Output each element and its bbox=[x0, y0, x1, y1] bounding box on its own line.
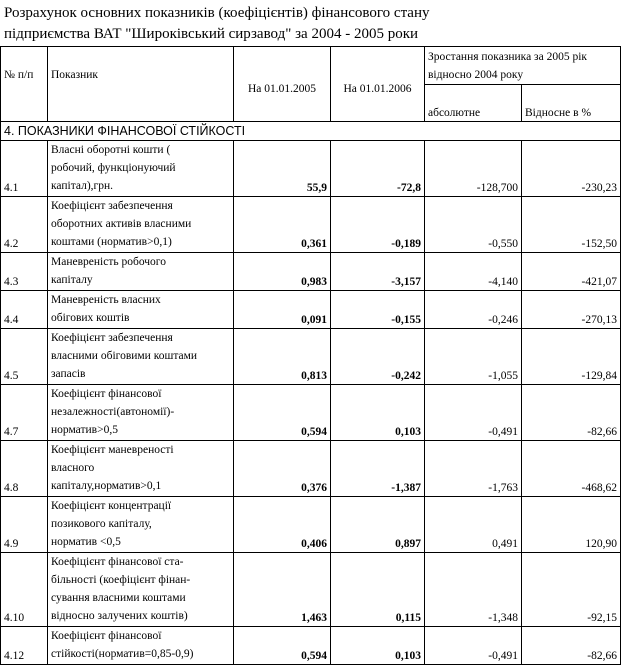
header-date-2006: На 01.01.2006 bbox=[331, 47, 425, 122]
indicator-name-line: Коефіцієнт забезпечення bbox=[51, 332, 173, 344]
indicator-name bbox=[48, 627, 234, 665]
document-title bbox=[4, 3, 618, 45]
value-2006: -1,387 bbox=[331, 441, 425, 497]
indicator-name-line: капіталу bbox=[51, 274, 93, 286]
relative-change: -152,50 bbox=[522, 197, 621, 253]
header-indicator: Показник bbox=[48, 47, 234, 122]
indicator-name bbox=[48, 141, 234, 197]
absolute-change: -0,491 bbox=[425, 627, 522, 665]
indicator-name-line: капіталу,норматив>0,1 bbox=[51, 480, 162, 492]
indicator-name-line: обігових коштів bbox=[51, 312, 130, 324]
title-line-1: Розрахунок основних показників (коефіцієнтів) фінансового стану bbox=[4, 5, 430, 21]
row-number: 4.10 bbox=[1, 553, 48, 627]
indicator-name-line: Коефіцієнт фінансової bbox=[51, 388, 162, 400]
row-number: 4.7 bbox=[1, 385, 48, 441]
row-number: 4.9 bbox=[1, 497, 48, 553]
indicator-name-line: стійкості(норматив=0,85-0,9) bbox=[51, 648, 194, 660]
value-2005: 0,983 bbox=[234, 253, 331, 291]
indicator-name bbox=[48, 291, 234, 329]
value-2005: 0,376 bbox=[234, 441, 331, 497]
relative-change: -230,23 bbox=[522, 141, 621, 197]
relative-change: -421,07 bbox=[522, 253, 621, 291]
relative-change: -129,84 bbox=[522, 329, 621, 385]
value-2006: -3,157 bbox=[331, 253, 425, 291]
value-2006: -72,8 bbox=[331, 141, 425, 197]
value-2005: 0,813 bbox=[234, 329, 331, 385]
relative-change: -468,62 bbox=[522, 441, 621, 497]
absolute-change: -4,140 bbox=[425, 253, 522, 291]
header-relative: Відносне в % bbox=[522, 85, 621, 122]
indicator-name-line: Коефіцієнт фінансової ста- bbox=[51, 556, 184, 568]
absolute-change: -0,246 bbox=[425, 291, 522, 329]
indicator-name bbox=[48, 329, 234, 385]
value-2005: 55,9 bbox=[234, 141, 331, 197]
section-title: 4. ПОКАЗНИКИ ФІНАНСОВОЇ СТІЙКОСТІ bbox=[1, 122, 621, 141]
indicator-name-line: Коефіцієнт фінансової bbox=[51, 630, 162, 642]
indicator-name-line: Коефіцієнт концентрації bbox=[51, 500, 172, 512]
indicator-name-line: оборотних активів власними bbox=[51, 218, 192, 230]
relative-change: -82,66 bbox=[522, 385, 621, 441]
indicator-name-line: незалежності(автономії)- bbox=[51, 406, 175, 418]
row-number: 4.12 bbox=[1, 627, 48, 665]
indicator-name-line: Коефіцієнт маневреності bbox=[51, 444, 174, 456]
indicator-name-line: норматив>0,5 bbox=[51, 424, 118, 436]
table-row bbox=[1, 291, 621, 329]
row-number: 4.8 bbox=[1, 441, 48, 497]
value-2006: 0,897 bbox=[331, 497, 425, 553]
indicator-name bbox=[48, 497, 234, 553]
indicator-name bbox=[48, 385, 234, 441]
header-absolute: абсолютне bbox=[425, 85, 522, 122]
value-2006: 0,115 bbox=[331, 553, 425, 627]
relative-change: -270,13 bbox=[522, 291, 621, 329]
indicator-name bbox=[48, 553, 234, 627]
title-line-2: підприємства ВАТ "Широківський сирзавод" за 2004 - 2005 роки bbox=[4, 26, 419, 42]
indicator-name-line: сування власними коштами bbox=[51, 592, 186, 604]
header-num: № п/п bbox=[1, 47, 48, 122]
indicator-name-line: відносно залучених коштів) bbox=[51, 610, 188, 622]
table-row bbox=[1, 141, 621, 197]
indicator-name-line: коштами (норматив>0,1) bbox=[51, 236, 172, 248]
row-number: 4.1 bbox=[1, 141, 48, 197]
absolute-change: -0,550 bbox=[425, 197, 522, 253]
value-2006: -0,242 bbox=[331, 329, 425, 385]
indicators-table bbox=[0, 46, 621, 665]
absolute-change: -1,763 bbox=[425, 441, 522, 497]
indicator-name-line: Коефіцієнт забезпечення bbox=[51, 200, 173, 212]
table-row bbox=[1, 253, 621, 291]
indicator-name bbox=[48, 197, 234, 253]
header-growth: Зростання показника за 2005 рік відносно 2004 року bbox=[425, 47, 621, 85]
absolute-change: 0,491 bbox=[425, 497, 522, 553]
value-2005: 1,463 bbox=[234, 553, 331, 627]
table-row bbox=[1, 441, 621, 497]
table-row bbox=[1, 197, 621, 253]
value-2006: 0,103 bbox=[331, 385, 425, 441]
indicator-name bbox=[48, 441, 234, 497]
value-2006: -0,155 bbox=[331, 291, 425, 329]
indicator-name-line: капітал),грн. bbox=[51, 180, 114, 192]
value-2005: 0,091 bbox=[234, 291, 331, 329]
indicator-name-line: запасів bbox=[51, 368, 86, 380]
indicator-name-line: більності (коефіцієнт фінан- bbox=[51, 574, 191, 586]
row-number: 4.3 bbox=[1, 253, 48, 291]
value-2005: 0,406 bbox=[234, 497, 331, 553]
absolute-change: -1,055 bbox=[425, 329, 522, 385]
value-2005: 0,594 bbox=[234, 627, 331, 665]
row-number: 4.2 bbox=[1, 197, 48, 253]
absolute-change: -128,700 bbox=[425, 141, 522, 197]
relative-change: -82,66 bbox=[522, 627, 621, 665]
row-number: 4.4 bbox=[1, 291, 48, 329]
table-row bbox=[1, 385, 621, 441]
table-row bbox=[1, 497, 621, 553]
indicator-name-line: Маневреність власних bbox=[51, 294, 161, 306]
indicator-name-line: норматив <0,5 bbox=[51, 536, 121, 548]
indicator-name-line: робочий, функціонуючий bbox=[51, 162, 176, 174]
value-2005: 0,361 bbox=[234, 197, 331, 253]
row-number: 4.5 bbox=[1, 329, 48, 385]
indicator-name-line: Власні оборотні кошти ( bbox=[51, 144, 171, 156]
table-row bbox=[1, 329, 621, 385]
indicator-name bbox=[48, 253, 234, 291]
absolute-change: -1,348 bbox=[425, 553, 522, 627]
indicator-name-line: Маневреність робочого bbox=[51, 256, 166, 268]
value-2005: 0,594 bbox=[234, 385, 331, 441]
relative-change: -92,15 bbox=[522, 553, 621, 627]
indicator-name-line: власними обіговими коштами bbox=[51, 350, 198, 362]
header-date-2005: На 01.01.2005 bbox=[234, 47, 331, 122]
value-2006: -0,189 bbox=[331, 197, 425, 253]
value-2006: 0,103 bbox=[331, 627, 425, 665]
table-row bbox=[1, 553, 621, 627]
indicator-name-line: власного bbox=[51, 462, 95, 474]
absolute-change: -0,491 bbox=[425, 385, 522, 441]
relative-change: 120,90 bbox=[522, 497, 621, 553]
table-row bbox=[1, 627, 621, 665]
indicator-name-line: позикового капіталу, bbox=[51, 518, 152, 530]
